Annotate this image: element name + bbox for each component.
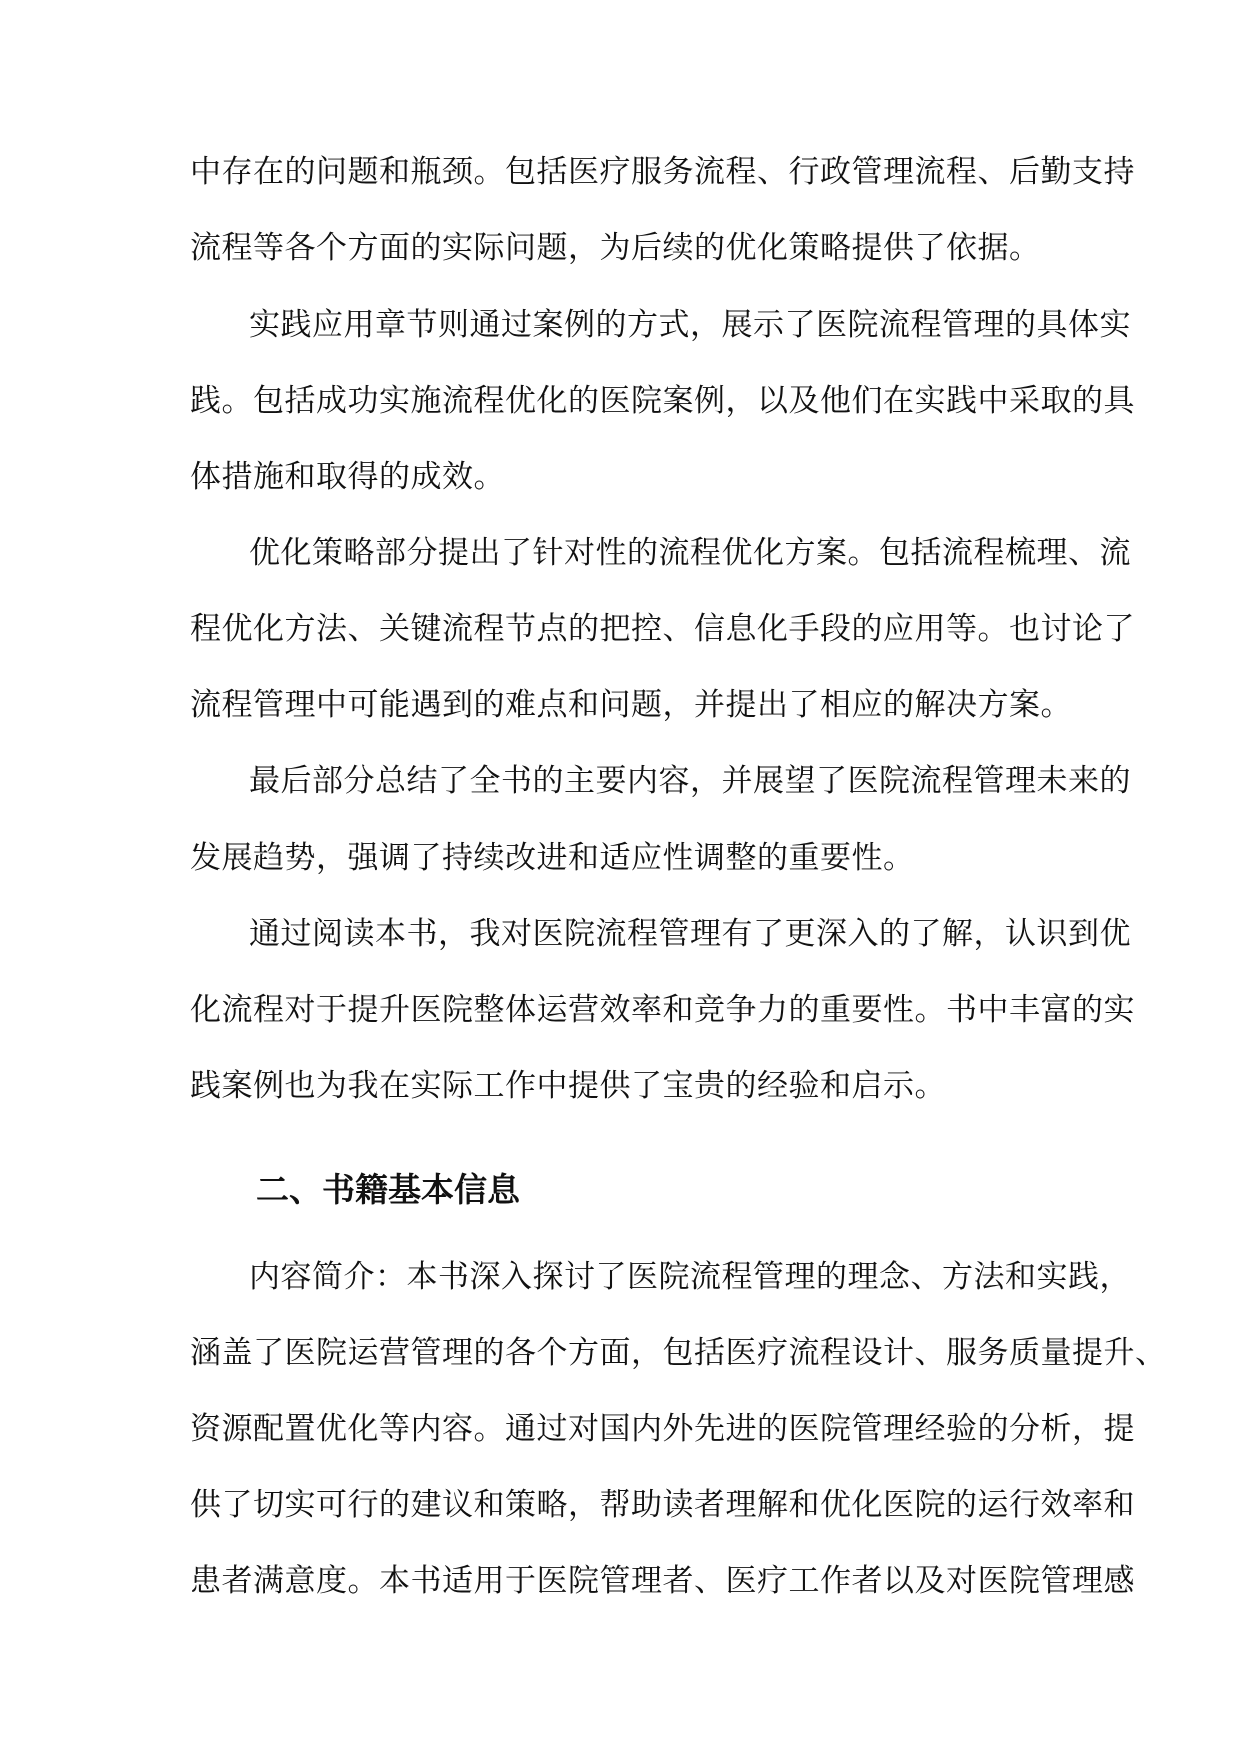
paragraph-line: 践案例也为我在实际工作中提供了宝贵的经验和启示。 [190,1068,946,1104]
paragraph-line: 涵盖了医院运营管理的各个方面，包括医疗流程设计、服务质量提升、 [190,1335,1167,1371]
paragraph-line: 实践应用章节则通过案例的方式，展示了医院流程管理的具体实 [249,307,1131,343]
paragraph-line: 体措施和取得的成效。 [190,459,505,495]
paragraph-line: 化流程对于提升医院整体运营效率和竞争力的重要性。书中丰富的实 [190,992,1135,1028]
paragraph-line: 优化策略部分提出了针对性的流程优化方案。包括流程梳理、流 [249,535,1131,571]
paragraph-line: 资源配置优化等内容。通过对国内外先进的医院管理经验的分析，提 [190,1411,1135,1447]
section-heading: 二、书籍基本信息 [256,1170,520,1209]
paragraph-line: 发展趋势，强调了持续改进和适应性调整的重要性。 [190,840,915,876]
paragraph-line: 患者满意度。本书适用于医院管理者、医疗工作者以及对医院管理感 [190,1563,1135,1599]
paragraph-line: 中存在的问题和瓶颈。包括医疗服务流程、行政管理流程、后勤支持 [190,154,1135,190]
paragraph-line: 最后部分总结了全书的主要内容，并展望了医院流程管理未来的 [249,763,1131,799]
paragraph-line: 流程管理中可能遇到的难点和问题，并提出了相应的解决方案。 [190,687,1072,723]
paragraph-line: 践。包括成功实施流程优化的医院案例，以及他们在实践中采取的具 [190,383,1135,419]
paragraph-line: 供了切实可行的建议和策略，帮助读者理解和优化医院的运行效率和 [190,1487,1135,1523]
paragraph-line: 流程等各个方面的实际问题，为后续的优化策略提供了依据。 [190,230,1041,266]
paragraph-line: 内容简介：本书深入探讨了医院流程管理的理念、方法和实践， [249,1259,1131,1295]
paragraph-line: 通过阅读本书，我对医院流程管理有了更深入的了解，认识到优 [249,916,1131,952]
paragraph-line: 程优化方法、关键流程节点的把控、信息化手段的应用等。也讨论了 [190,611,1135,647]
